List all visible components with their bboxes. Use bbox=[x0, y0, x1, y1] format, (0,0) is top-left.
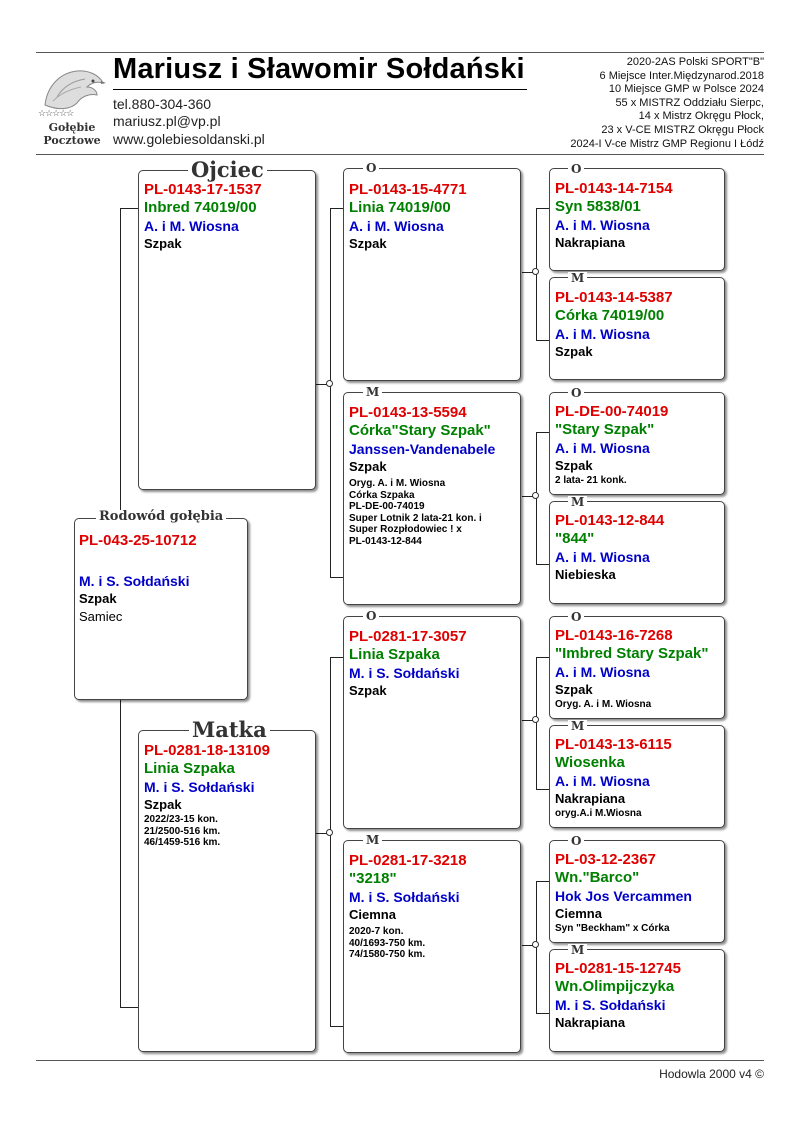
note-line: Super Rozpłodowiec ! x bbox=[349, 524, 462, 535]
connector-node-icon bbox=[532, 268, 539, 275]
breeder-name: A. i M. Wiosna bbox=[555, 217, 650, 233]
achievement-item: 10 Miejsce GMP w Polsce 2024 bbox=[608, 83, 764, 96]
achievement-item: 55 x MISTRZ Oddziału Sierpc, bbox=[615, 96, 764, 109]
connector-line bbox=[330, 577, 343, 578]
title-underline bbox=[113, 89, 527, 90]
pigeon-name: "Imbred Stary Szpak" bbox=[555, 645, 709, 662]
pigeon-name: Syn 5838/01 bbox=[555, 198, 641, 215]
connector-node-icon bbox=[532, 716, 539, 723]
note-line: 2022/23-15 kon. bbox=[144, 814, 218, 825]
breeder-name: A. i M. Wiosna bbox=[349, 218, 444, 234]
fmm-label: M bbox=[568, 496, 587, 508]
pigeon-name: "Stary Szpak" bbox=[555, 421, 655, 438]
pigeon-name: Linia Szpaka bbox=[349, 646, 440, 663]
connector-line bbox=[536, 881, 549, 882]
connector-line bbox=[330, 657, 331, 1027]
note-line: 40/1693-750 km. bbox=[349, 937, 426, 949]
logo-stars: ☆☆☆☆☆ bbox=[38, 108, 74, 118]
mfm-label: M bbox=[568, 720, 587, 732]
pigeon-name: Córka 74019/00 bbox=[555, 307, 665, 324]
ring-number: PL-0143-14-7154 bbox=[555, 180, 673, 197]
pigeon-name: "3218" bbox=[349, 870, 397, 887]
ring-number: PL-0143-17-1537 bbox=[144, 181, 262, 198]
pigeon-color: Szpak bbox=[79, 591, 117, 606]
page-title: Mariusz i Sławomir Sołdański bbox=[113, 53, 525, 85]
mff-card bbox=[555, 627, 708, 711]
ring-number: PL-03-12-2367 bbox=[555, 851, 656, 868]
ring-number: PL-0281-15-12745 bbox=[555, 960, 681, 977]
pigeon-color: Ciemna bbox=[349, 907, 396, 922]
logo-text-line1: Gołębie bbox=[48, 121, 96, 134]
pigeon-color: Szpak bbox=[349, 459, 387, 474]
connector-node-icon bbox=[326, 829, 333, 836]
pigeon-color: Szpak bbox=[555, 344, 593, 359]
connector-line bbox=[536, 208, 549, 209]
breeder-name: M. i S. Sołdański bbox=[79, 573, 190, 589]
connector-line bbox=[120, 1007, 138, 1008]
connector-line bbox=[536, 789, 549, 790]
ring-number: PL-0143-15-4771 bbox=[349, 181, 467, 198]
father-label: Ojciec bbox=[188, 159, 267, 181]
breeder-name: A. i M. Wiosna bbox=[144, 218, 239, 234]
ff-card bbox=[349, 181, 467, 253]
pigeon-color: Szpak bbox=[144, 797, 182, 812]
mf-label: O bbox=[363, 610, 379, 622]
connector-line bbox=[536, 564, 549, 565]
pigeon-color: Nakrapiana bbox=[555, 235, 626, 250]
connector-line bbox=[536, 657, 537, 790]
ffm-label: M bbox=[568, 272, 587, 284]
connector-node-icon bbox=[326, 380, 333, 387]
achievements-list bbox=[570, 56, 764, 151]
pigeon-name: Wn."Barco" bbox=[555, 869, 640, 886]
pigeon-note: Oryg. A. i M. Wiosna bbox=[555, 699, 652, 710]
pigeon-name: Inbred 74019/00 bbox=[144, 199, 257, 216]
mother-label: Matka bbox=[189, 719, 270, 741]
pigeon-name: Wn.Olimpijczyka bbox=[555, 978, 675, 995]
mother-card bbox=[144, 742, 270, 849]
pigeon-color: Szpak bbox=[349, 683, 387, 698]
mm-card bbox=[349, 852, 467, 961]
mf-card bbox=[349, 628, 467, 700]
ring-number: PL-0143-12-844 bbox=[555, 512, 665, 529]
ring-number: PL-0281-17-3057 bbox=[349, 628, 467, 645]
ring-number: PL-0143-13-5594 bbox=[349, 404, 467, 421]
pigeon-name: Linia 74019/00 bbox=[349, 199, 451, 216]
logo-text-line2: Pocztowe bbox=[43, 134, 101, 147]
ring-number: PL-0143-16-7268 bbox=[555, 627, 673, 644]
ring-number: PL-DE-00-74019 bbox=[555, 403, 669, 420]
father-card bbox=[144, 181, 262, 253]
mmf-card bbox=[555, 851, 692, 935]
breeder-name: M. i S. Sołdański bbox=[349, 665, 460, 681]
connector-line bbox=[536, 340, 549, 341]
pigeon-color: Nakrapiana bbox=[555, 791, 626, 806]
connector-line bbox=[120, 208, 121, 518]
fmf-label: O bbox=[568, 387, 584, 399]
achievement-item: 6 Miejsce Inter.Międzynarod.2018 bbox=[599, 69, 764, 82]
achievement-item: 2024-I V-ce Mistrz GMP Regionu I Łódź bbox=[570, 137, 764, 150]
mff-label: O bbox=[568, 611, 584, 623]
achievement-item: 23 x V-CE MISTRZ Okręgu Płock bbox=[601, 123, 764, 136]
fff-card bbox=[555, 180, 673, 252]
fm-card bbox=[349, 404, 495, 547]
phone-text: tel.880-304-360 bbox=[113, 96, 212, 112]
note-line: 21/2500-516 km. bbox=[144, 825, 221, 837]
ring-number: PL-0281-17-3218 bbox=[349, 852, 467, 869]
achievement-item: 2020-2AS Polski SPORT"B" bbox=[626, 56, 764, 68]
pigeon-color: Nakrapiana bbox=[555, 1015, 626, 1030]
breeder-name: A. i M. Wiosna bbox=[555, 773, 650, 789]
connector-line bbox=[536, 432, 549, 433]
connector-line bbox=[536, 1013, 549, 1014]
fmf-card bbox=[555, 403, 668, 487]
breeder-name: Janssen-Vandenabele bbox=[349, 441, 496, 457]
ring-number: PL-043-25-10712 bbox=[79, 532, 197, 549]
pigeon-color: Szpak bbox=[555, 458, 593, 473]
ring-number: PL-0143-13-6115 bbox=[555, 736, 672, 753]
ff-label: O bbox=[363, 162, 379, 174]
connector-line bbox=[330, 208, 343, 209]
achievement-item: 14 x Mistrz Okręgu Płock, bbox=[638, 110, 764, 123]
pigeon-name: Wiosenka bbox=[555, 754, 625, 771]
footer-rule bbox=[36, 1060, 764, 1061]
connector-line bbox=[120, 700, 121, 1008]
pigeon-note: oryg.A.i M.Wiosna bbox=[555, 808, 642, 819]
connector-line bbox=[536, 657, 549, 658]
subject-card bbox=[79, 532, 197, 625]
email-text: mariusz.pl@vp.pl bbox=[113, 113, 221, 129]
ring-number: PL-0281-18-13109 bbox=[144, 742, 270, 759]
pigeon-note: 2 lata- 21 konk. bbox=[555, 475, 627, 486]
ffm-card bbox=[555, 289, 673, 361]
pigeon-sex: Samiec bbox=[79, 609, 123, 624]
pigeon-notes bbox=[349, 926, 467, 961]
note-line: 74/1580-750 km. bbox=[349, 949, 426, 960]
breeder-name: A. i M. Wiosna bbox=[555, 440, 650, 456]
mmm-card bbox=[555, 960, 681, 1032]
connector-node-icon bbox=[532, 492, 539, 499]
note-line: 2020-7 kon. bbox=[349, 926, 404, 937]
note-line: PL-0143-12-844 bbox=[349, 535, 422, 547]
note-line: PL-DE-00-74019 bbox=[349, 501, 425, 512]
pigeon-notes bbox=[144, 814, 270, 849]
pigeon-color: Niebieska bbox=[555, 567, 616, 582]
mmm-label: M bbox=[568, 944, 587, 956]
mmf-label: O bbox=[568, 835, 584, 847]
connector-line bbox=[330, 1026, 343, 1027]
note-line: Córka Szpaka bbox=[349, 489, 415, 501]
note-line: Oryg. A. i M. Wiosna bbox=[349, 478, 446, 489]
breeder-name: A. i M. Wiosna bbox=[555, 326, 650, 342]
fmm-card bbox=[555, 512, 664, 584]
header-bottom-rule bbox=[36, 154, 764, 155]
breeder-name: A. i M. Wiosna bbox=[555, 664, 650, 680]
pigeon-name: "844" bbox=[555, 530, 595, 547]
note-line: 46/1459-516 km. bbox=[144, 837, 221, 848]
breeder-name: A. i M. Wiosna bbox=[555, 549, 650, 565]
breeder-name: Hok Jos Vercammen bbox=[555, 888, 692, 904]
pigeon-name: Linia Szpaka bbox=[144, 760, 235, 777]
connector-node-icon bbox=[532, 941, 539, 948]
mfm-card bbox=[555, 736, 672, 820]
breeder-name: M. i S. Sołdański bbox=[349, 889, 460, 905]
subject-label: Rodowód gołębia bbox=[96, 510, 226, 524]
breeder-name: M. i S. Sołdański bbox=[555, 997, 666, 1013]
connector-line bbox=[330, 657, 343, 658]
fm-label: M bbox=[363, 386, 382, 398]
pigeon-color: Szpak bbox=[555, 682, 593, 697]
footer-credit: Hodowla 2000 v4 © bbox=[659, 1067, 764, 1081]
mm-label: M bbox=[363, 834, 382, 846]
connector-line bbox=[330, 208, 331, 578]
ring-number: PL-0143-14-5387 bbox=[555, 289, 673, 306]
pigeon-color: Ciemna bbox=[555, 906, 602, 921]
pigeon-note: Syn "Beckham" x Córka bbox=[555, 923, 670, 934]
fff-label: O bbox=[568, 163, 584, 175]
connector-line bbox=[120, 208, 138, 209]
pigeon-color: Szpak bbox=[349, 236, 387, 251]
note-line: Super Lotnik 2 lata-21 kon. i bbox=[349, 512, 482, 524]
website-text: www.golebiesoldanski.pl bbox=[113, 131, 265, 147]
pigeon-notes bbox=[349, 478, 495, 547]
breeder-name: M. i S. Sołdański bbox=[144, 779, 255, 795]
pigeon-color: Szpak bbox=[144, 236, 182, 251]
pigeon-name: Córka"Stary Szpak" bbox=[349, 422, 491, 439]
